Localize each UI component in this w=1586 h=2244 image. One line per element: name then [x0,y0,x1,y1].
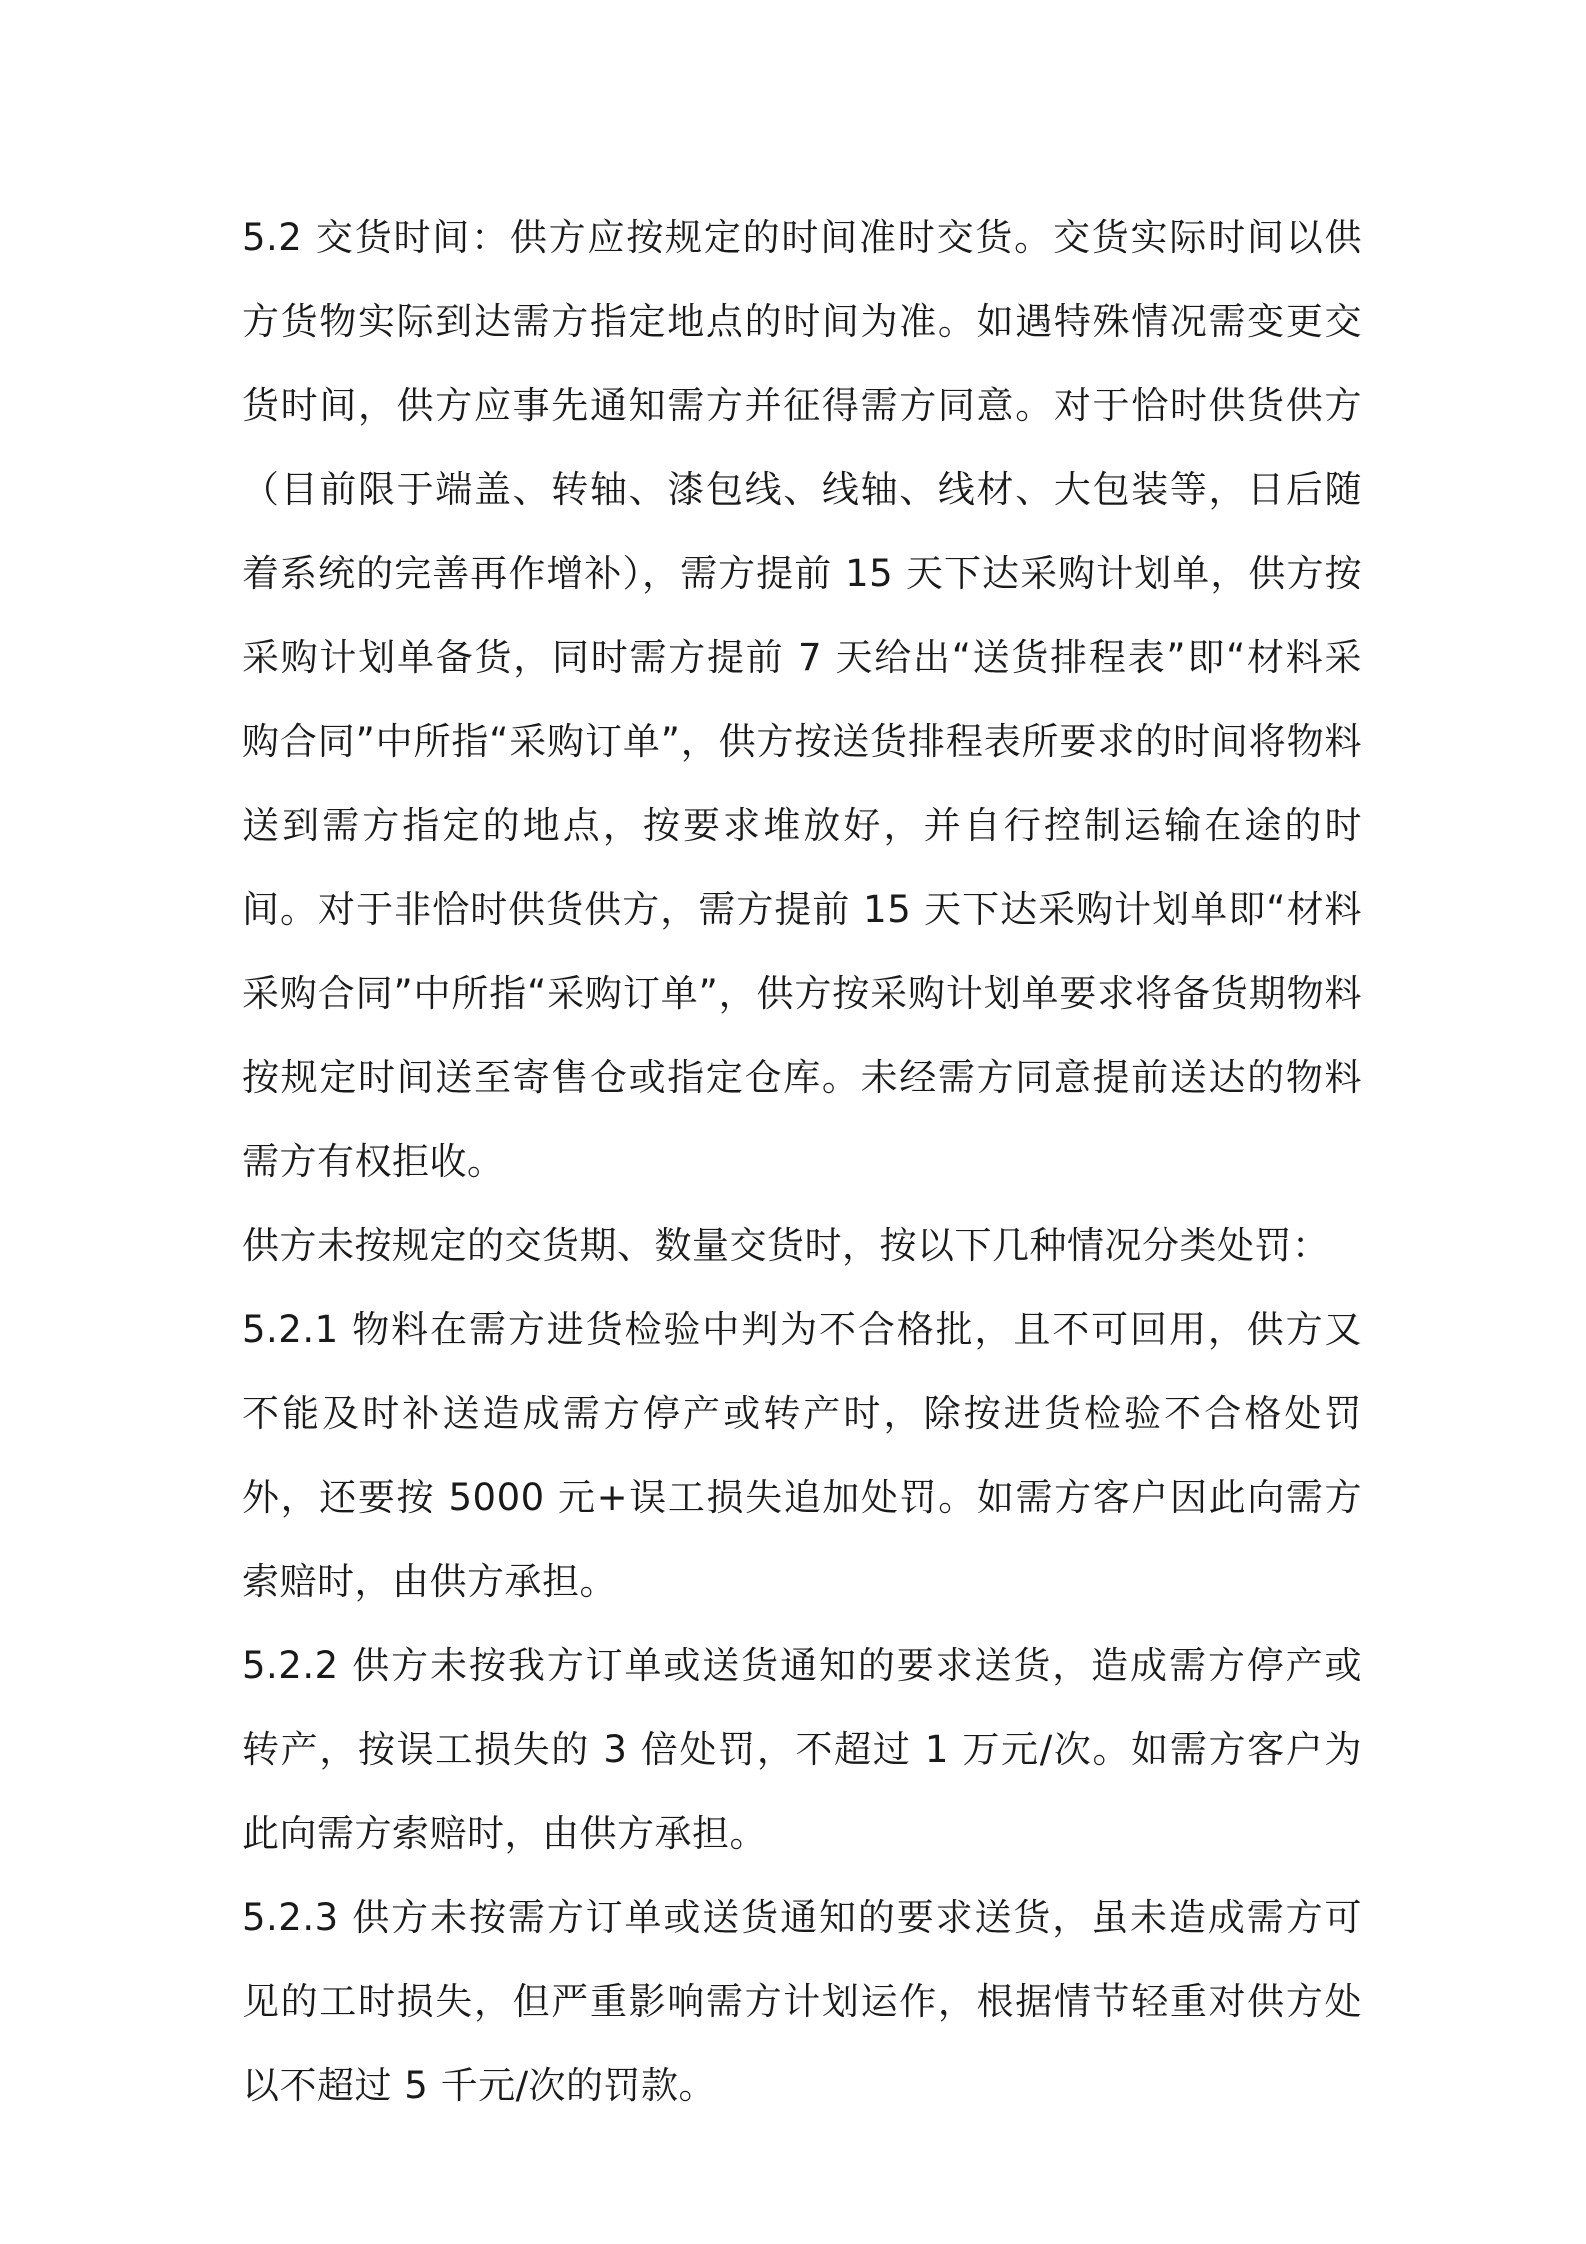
paragraph-clause-5-2-2: 5.2.2 供方未按我方订单或送货通知的要求送货，造成需方停产或转产，按误工损失的 3 倍处罚，不超过 1 万元/次。如需方客户为此向需方索赔时，由供方承担。 [242,1644,1362,1855]
paragraph-clause-5-2-1: 5.2.1 物料在需方进货检验中判为不合格批，且不可回用，供方又不能及时补送造成需方停产或转产时，除按进货检验不合格处罚外，还要按 5000 元+误工损失追加处罚。如需方客户因此向需方索赔时，由供方承担。 [242,1308,1362,1603]
paragraph-clause-5-2-3: 5.2.3 供方未按需方订单或送货通知的要求送货，虽未造成需方可见的工时损失，但严重影响需方计划运作，根据情节轻重对供方处以不超过 5 千元/次的罚款。 [242,1896,1362,2107]
document-body [242,196,1362,2128]
paragraph-delivery-time: 5.2 交货时间：供方应按规定的时间准时交货。交货实际时间以供方货物实际到达需方指定地点的时间为准。如遇特殊情况需变更交货时间，供方应事先通知需方并征得需方同意。对于恰时供货供方（目前限于端盖、转轴、漆包线、线轴、线材、大包装等，日后随着系统的完善再作增补），需方提前 15 天下达采购计划单，供方按采购计划单备货，同时需方提前 7 天给出“送货排程表”即“材料采购合同”中所指“采购订单”，供方按送货排程表所要求的时间将物料送到需方指定的地点，按要求堆放好，并自行控制运输在途的时间。对于非恰时供货供方，需方提前 15 天下达采购计划单即“材料采购合同”中所指“采购订单”，供方按采购计划单要求将备货期物料按规定时间送至寄售仓或指定仓库。未经需方同意提前送达的物料需方有权拒收。 [242,216,1362,1183]
paragraph-penalty-intro: 供方未按规定的交货期、数量交货时，按以下几种情况分类处罚： [242,1224,1330,1267]
